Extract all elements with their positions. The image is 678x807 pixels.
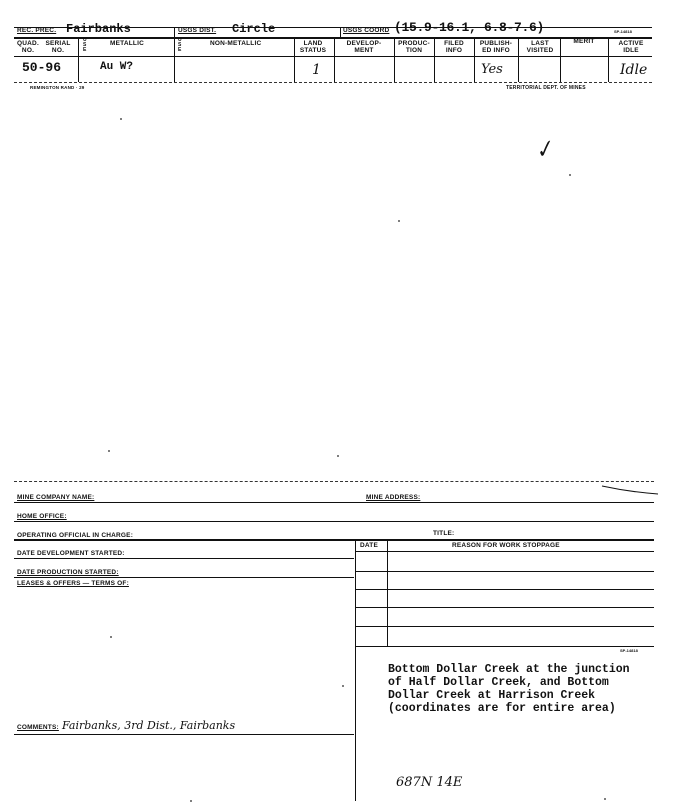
speck xyxy=(110,636,112,638)
speck xyxy=(569,174,571,176)
speck xyxy=(190,800,192,802)
divider xyxy=(355,626,654,627)
divider xyxy=(355,607,654,608)
usgs-dist-value: Circle xyxy=(232,22,276,36)
footer-printer: REMINGTON RAND · 29 xyxy=(30,85,85,90)
comments-label: COMMENTS: xyxy=(17,724,59,731)
hand-note: 687N 14E xyxy=(396,775,463,790)
divider xyxy=(560,37,561,82)
lower-top-rule xyxy=(14,481,654,482)
col-merit: MERIT xyxy=(573,38,595,45)
row-active-idle: Idle xyxy=(620,62,648,78)
divider xyxy=(355,539,356,801)
column-header-rule xyxy=(14,56,652,57)
mine-company-name-label: MINE COMPANY NAME: xyxy=(17,494,95,501)
divider xyxy=(174,27,175,82)
divider xyxy=(14,521,654,522)
col-active-idle: ACTIVE IDLE xyxy=(618,40,644,54)
col-published-info: PUBLISH-ED INFO xyxy=(479,40,513,54)
row-land-status: 1 xyxy=(312,62,321,78)
usgs-coord-value: (15.9-16.1, 6.8-7.6) xyxy=(394,20,545,35)
row-published-info: Yes xyxy=(481,62,503,77)
divider xyxy=(78,37,79,82)
operating-official-label: OPERATING OFFICIAL IN CHARGE: xyxy=(17,532,134,539)
divider xyxy=(334,37,335,82)
date-production-started-label: DATE PRODUCTION STARTED: xyxy=(17,569,119,576)
check-mark: ✓ xyxy=(531,135,558,166)
rec-prec-value: Fairbanks xyxy=(66,22,131,36)
row-quad-serial: 50-96 xyxy=(22,60,62,75)
divider xyxy=(387,539,388,646)
corner-curve xyxy=(600,484,660,496)
col-production: PRODUC-TION xyxy=(398,40,430,54)
location-note: Bottom Dollar Creek at the junction of Half Dollar Creek, and Bottom Dollar Creek at Harrison Creek (coordinates are for entire area) xyxy=(388,663,630,715)
col-serial-no: SERIAL NO. xyxy=(45,40,71,54)
speck xyxy=(342,685,344,687)
divider xyxy=(14,577,354,578)
home-office-label: HOME OFFICE: xyxy=(17,513,67,520)
col-non-metallic: NON-METALLIC xyxy=(210,40,262,47)
divider xyxy=(355,589,654,590)
usgs-dist-label: USGS DIST. xyxy=(178,27,217,34)
reason-header: REASON FOR WORK STOPPAGE xyxy=(452,542,560,549)
divider xyxy=(14,502,654,503)
leases-offers-label: LEASES & OFFERS — TERMS OF: xyxy=(17,580,129,587)
speck xyxy=(120,118,122,120)
header-rule xyxy=(14,37,652,39)
col-quad-no: QUAD. NO. xyxy=(17,40,39,54)
divider xyxy=(608,37,609,82)
rec-prec-label: REC. PREC. xyxy=(17,27,57,34)
divider xyxy=(14,558,354,559)
divider xyxy=(340,27,341,37)
divider xyxy=(355,646,654,647)
footer-dept: TERRITORIAL DEPT. OF MINES xyxy=(506,85,586,91)
row-bottom-rule xyxy=(14,82,652,83)
col-use-right: U S E xyxy=(178,37,182,53)
col-last-visited: LAST VISITED xyxy=(526,40,554,54)
col-metallic: METALLIC xyxy=(110,40,144,47)
divider xyxy=(14,539,654,541)
divider xyxy=(434,37,435,82)
col-use-left: U S E xyxy=(83,37,87,53)
divider xyxy=(294,37,295,82)
speck xyxy=(398,220,400,222)
date-development-started-label: DATE DEVELOPMENT STARTED: xyxy=(17,550,125,557)
form-number: SP-14818 xyxy=(614,29,632,34)
speck xyxy=(337,455,339,457)
usgs-coord-label: USGS COORD xyxy=(343,27,390,34)
comments-value: Fairbanks, 3rd Dist., Fairbanks xyxy=(62,719,236,732)
divider xyxy=(394,37,395,82)
col-filed-info: FILED INFO xyxy=(444,40,464,54)
col-land-status: LAND STATUS xyxy=(299,40,327,54)
date-header: DATE xyxy=(360,542,379,549)
divider xyxy=(14,734,354,735)
divider xyxy=(518,37,519,82)
speck xyxy=(108,450,110,452)
form-number-lower: SP-14818 xyxy=(620,648,638,653)
title-label: TITLE: xyxy=(433,530,455,537)
row-metallic: Au W? xyxy=(100,61,134,73)
divider xyxy=(355,571,654,572)
divider xyxy=(474,37,475,82)
divider xyxy=(355,551,654,552)
speck xyxy=(604,798,606,800)
mine-address-label: MINE ADDRESS: xyxy=(366,494,421,501)
col-development: DEVELOP-MENT xyxy=(346,40,382,54)
